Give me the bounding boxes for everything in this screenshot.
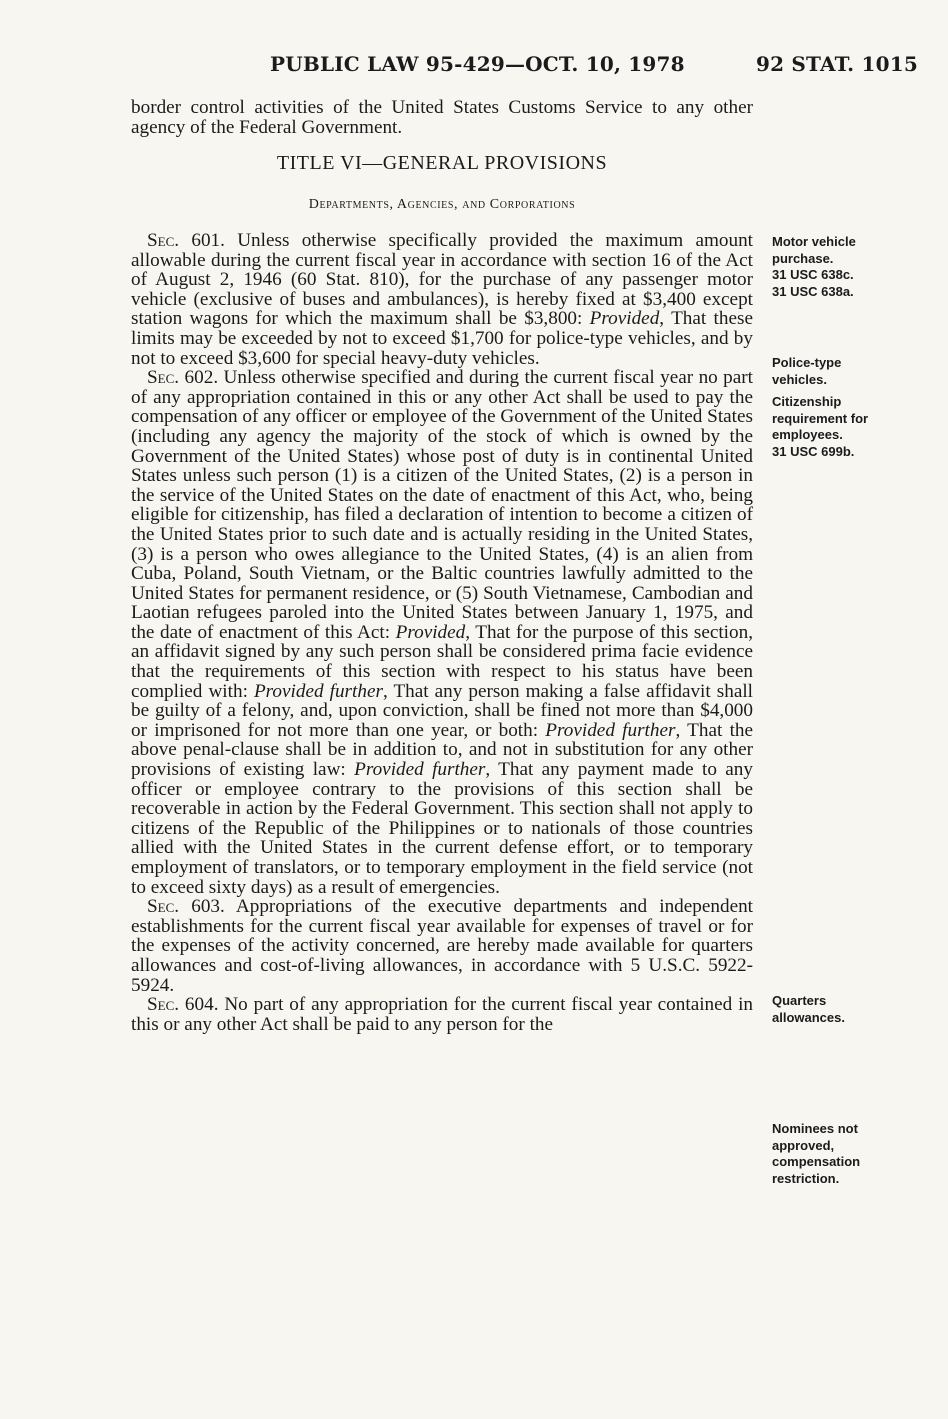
margin-note-line: Nominees not [772, 1121, 858, 1136]
margin-note-line: requirement for [772, 410, 869, 426]
margin-note-line: compensation [772, 1154, 861, 1169]
section-number: 602. [184, 367, 219, 389]
running-header-title: PUBLIC LAW 95-429—OCT. 10, 1978 [270, 52, 685, 76]
margin-note-line: restriction. [772, 1170, 840, 1186]
provided-further-italic: Provided further [354, 759, 486, 781]
section-label: Sec. [147, 230, 180, 251]
margin-note-motor-vehicle [772, 234, 922, 300]
margin-note-line: Quarters [772, 993, 827, 1008]
section-text: , That any payment made to any officer or employee contrary to the provisions of this section shall be recoverable in action by the Federal Government. This section shall not apply to citizens of the Republic of the Philippines or to nationals of those countries allied with the United States in the current defense effort, or to temporary employment of translators, or to temporary employment in the field service (not to exceed sixty days) as a result of emergencies. [131, 759, 753, 898]
provided-italic: Provided [589, 308, 660, 330]
provided-further-italic: Provided further [253, 680, 383, 702]
intro-paragraph: border control activities of the United States Customs Service to any other agency of the Federal Government. [131, 97, 753, 138]
section-text: Unless otherwise specifically provided the maximum amount allowable during the current fiscal year in accordance with section 16 of the Act of August 2, 1946 (60 Stat. 810), for the purchase of any passenger motor vehicle (exclusive of buses and ambulances), is hereby fixed at $3,400 except station wagons for which the maximum shall be $3,800: [131, 230, 754, 330]
provided-further-italic: Provided further [545, 719, 676, 741]
section-text: Unless otherwise specified and during the current fiscal year no part of any appropriation contained in this or any other Act shall be used to pay the compensation of any officer or employee of the Government of the United States (including any agency the majority of the stock of which is owned by the Government of the United States) whose post of duty is in continental United States unless such person (1) is a citizen of the United States, (2) is a person in the service of the United States on the date of enactment of this Act, who, being eligible for citizenship, has filed a declaration of intention to become a citizen of the United States prior to such date and is actually residing in the United States, (3) is a person who owes allegiance to the United States, (4) is an alien from Cuba, Poland, South Vietnam, or the Baltic countries lawfully admitted to the United States for permanent residence, or (5) South Vietnamese, Cambodian and Laotian refugees paroled into the United States between January 1, 1975, and the date of enactment of this Act: [131, 367, 754, 643]
margin-note-citizenship [772, 394, 922, 460]
section-text: No part of any appropriation for the current fiscal year contained in this or any other Act shall be paid to any person for the [131, 994, 753, 1035]
section-label: Sec. [147, 994, 180, 1016]
section-604 [131, 995, 753, 1034]
section-number: 601. [191, 230, 225, 251]
provided-italic: Provided [395, 621, 466, 643]
margin-note-police-type [772, 355, 922, 388]
section-text: , That these limits may be exceeded by not to exceed $1,700 for police-type vehicles, and by not to exceed $3,600 for special heavy-duty vehicles. [131, 308, 753, 369]
title-heading: TITLE VI—GENERAL PROVISIONS [276, 152, 608, 174]
main-text-block [131, 231, 753, 1034]
margin-note-line: purchase. [772, 250, 834, 266]
section-text: , That for the purpose of this section, an affidavit signed by any such person shall be considered prima facie evidence that the requirements of this section with respect to his status have been complied with: [131, 621, 753, 702]
margin-note-line: Police-type [772, 355, 842, 370]
margin-note-line: 31 USC 638a. [772, 283, 854, 299]
margin-note-quarters [772, 993, 922, 1026]
margin-note-line: 31 USC 638c. [772, 267, 854, 282]
subtitle-heading: Departments, Agencies, and Corporations [308, 197, 576, 212]
section-text: , That the above penal-clause shall be in addition to, and not in substitution for any other provisions of existing law: [131, 719, 754, 781]
margin-note-line: employees. [772, 427, 843, 442]
margin-note-nominees [772, 1121, 922, 1187]
running-header-page: 92 STAT. 1015 [756, 52, 918, 76]
section-label: Sec. [147, 896, 180, 918]
section-text: Appropriations of the executive departments and independent establishments for the current fiscal year available for expenses of travel or for the expenses of the activity concerned, are hereby made available for quarters allowances and cost-of-living allowances, in accordance with 5 U.S.C. 5922-5924. [131, 896, 754, 996]
margin-note-line: vehicles. [772, 371, 827, 387]
section-number: 603. [191, 896, 225, 918]
section-number: 604. [184, 994, 219, 1016]
margin-note-line: allowances. [772, 1009, 845, 1025]
section-603 [131, 897, 753, 995]
intro-text-block [131, 98, 753, 137]
section-601 [131, 231, 753, 368]
margin-note-line: 31 USC 699b. [772, 443, 855, 459]
section-text: , That any person making a false affidavit shall be guilty of a felony, and, upon conviction, shall be fined not more than $4,000 or imprisoned for not more than one year, or both: [131, 680, 754, 741]
section-label: Sec. [147, 367, 180, 389]
margin-note-line: Citizenship [772, 394, 842, 409]
margin-note-line: approved, [772, 1137, 835, 1153]
section-602 [131, 368, 753, 897]
margin-note-line: Motor vehicle [772, 234, 856, 249]
